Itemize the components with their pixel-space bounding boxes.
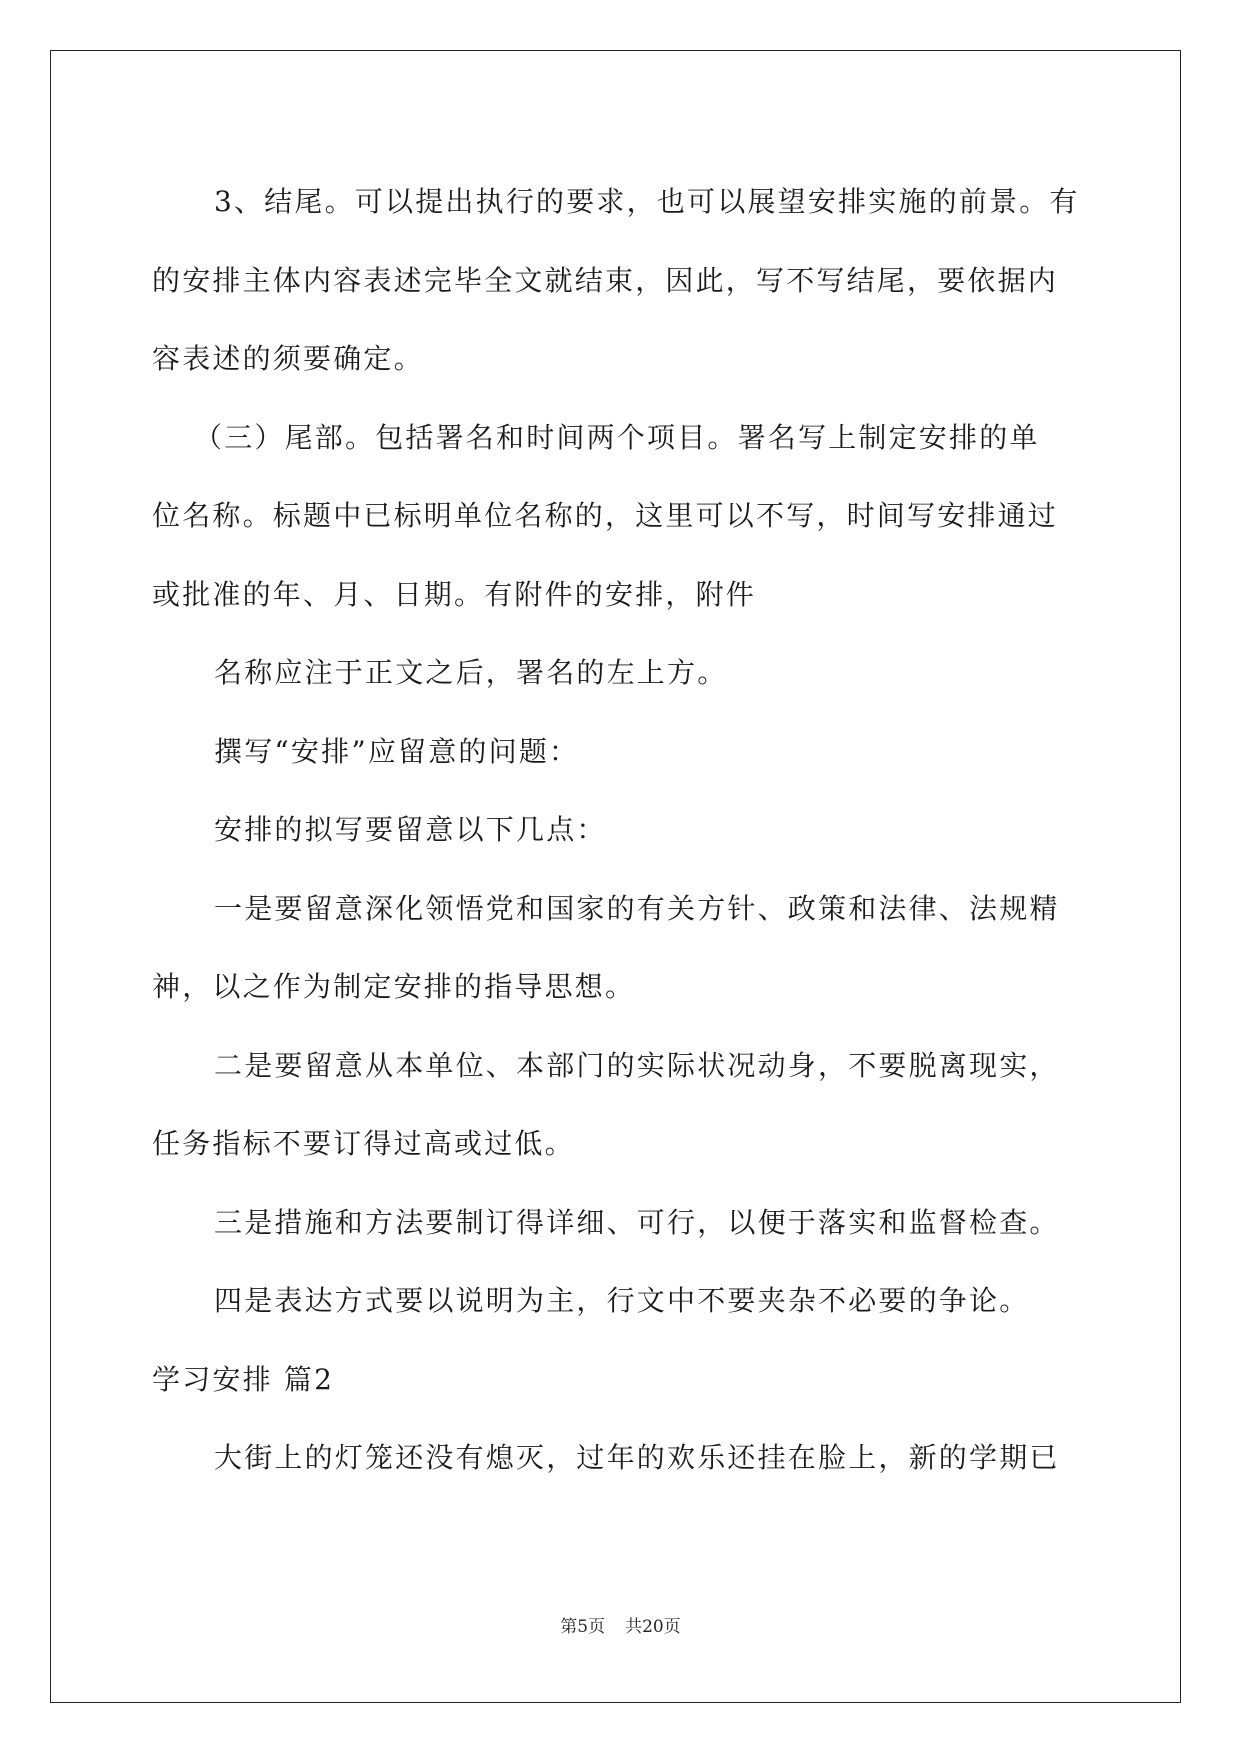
paragraph-line: （三）尾部。包括署名和时间两个项目。署名写上制定安排的单 xyxy=(194,420,1040,454)
section-heading: 学习安排 篇2 xyxy=(152,1362,335,1396)
paragraph-line: 二是要留意从本单位、本部门的实际状况动身，不要脱离现实， xyxy=(214,1048,1060,1082)
paragraph-line: 三是措施和方法要制订得详细、可行，以便于落实和监督检查。 xyxy=(214,1205,1060,1239)
paragraph-line: 名称应注于正文之后，署名的左上方。 xyxy=(214,656,728,689)
paragraph-line: 一是要留意深化领悟党和国家的有关方针、政策和法律、法规精 xyxy=(214,891,1060,925)
paragraph-line: 神，以之作为制定安排的指导思想。 xyxy=(152,970,636,1003)
paragraph-line: 大街上的灯笼还没有熄灭，过年的欢乐还挂在脸上，新的学期已 xyxy=(214,1441,1060,1474)
page-number: 第5页 xyxy=(560,1617,606,1637)
paragraph-line: 撰写“安排”应留意的问题： xyxy=(214,734,580,768)
paragraph-line: 四是表达方式要以说明为主，行文中不要夹杂不必要的争论。 xyxy=(214,1284,1030,1317)
document-body xyxy=(152,163,1082,1498)
page-footer xyxy=(0,1612,1241,1637)
paragraph-line: 或批准的年、月、日期。有附件的安排，附件 xyxy=(152,577,757,611)
paragraph-line: 任务指标不要订得过高或过低。 xyxy=(152,1127,575,1160)
paragraph-line: 容表述的须要确定。 xyxy=(152,342,424,375)
paragraph-line: 安排的拟写要留意以下几点： xyxy=(214,813,607,846)
paragraph-line: 3、结尾。可以提出执行的要求，也可以展望安排实施的前景。有 xyxy=(214,185,1080,218)
paragraph-line: 的安排主体内容表述完毕全文就结束，因此，写不写结尾，要依据内 xyxy=(152,263,1059,297)
page-total: 共20页 xyxy=(625,1617,681,1637)
paragraph-line: 位名称。标题中已标明单位名称的，这里可以不写，时间写安排通过 xyxy=(152,499,1059,532)
